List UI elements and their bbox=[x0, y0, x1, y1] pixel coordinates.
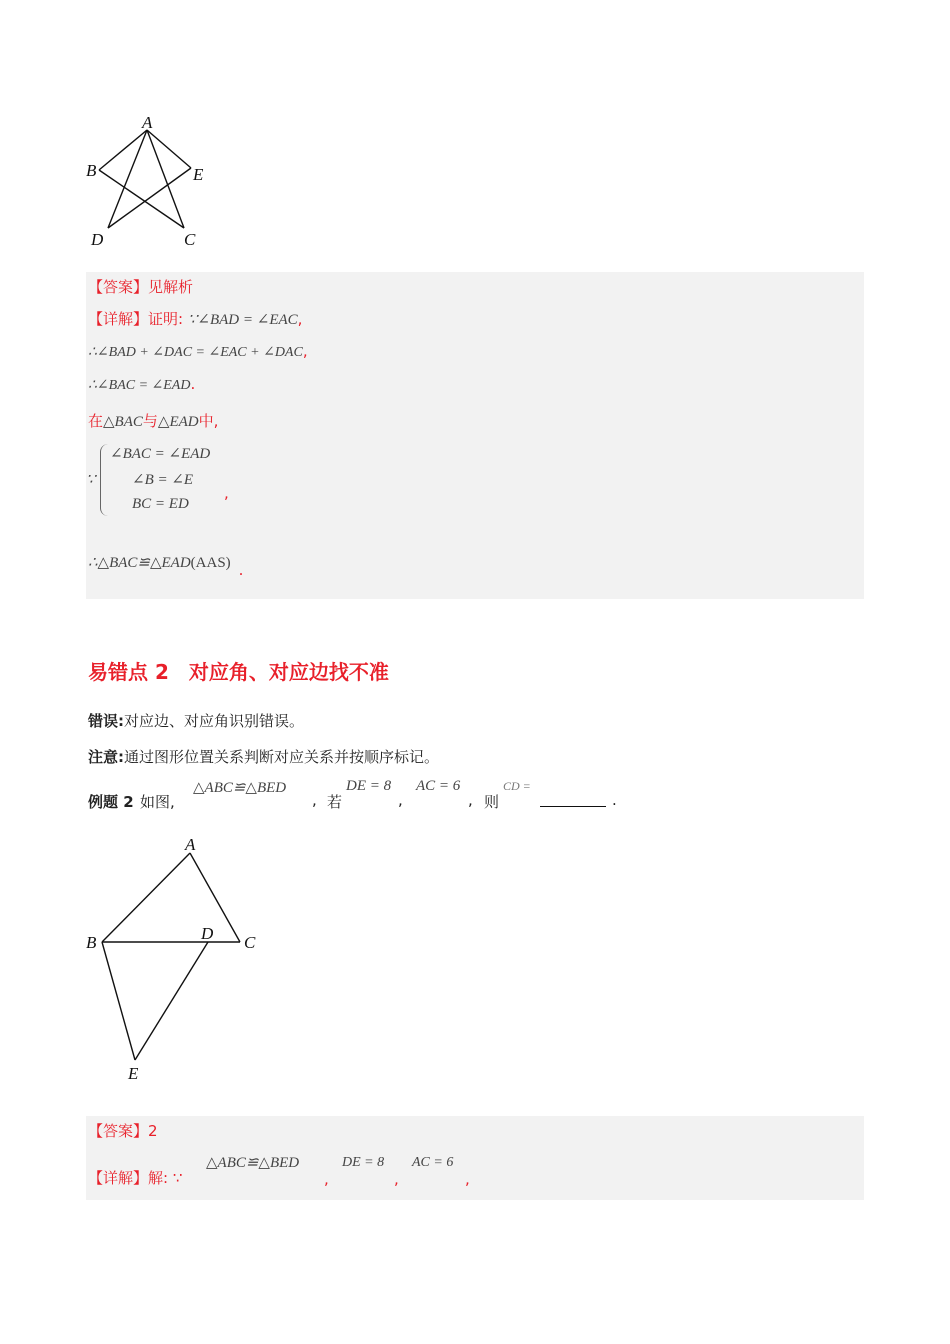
section-heading: 易错点 2 对应角、对应边找不准 bbox=[88, 660, 389, 684]
segment-ab bbox=[102, 853, 190, 942]
conclusion-punct: . bbox=[238, 561, 244, 579]
error-label: 错误: bbox=[88, 712, 124, 730]
example-label: 例题 2 bbox=[88, 793, 134, 811]
note-line bbox=[88, 746, 439, 767]
proof-step-4-mid: 与 bbox=[142, 412, 158, 430]
answer2-because: ∵ bbox=[172, 1169, 183, 1187]
example-sep-3: , bbox=[468, 791, 473, 809]
point-label-e: E bbox=[128, 1064, 139, 1083]
point-label-b: B bbox=[86, 933, 97, 952]
detail-line-4 bbox=[88, 410, 218, 431]
conclusion-formula: ∴△BAC≌△EAD bbox=[88, 555, 191, 571]
answer2-cond-congruent: △ABC≌△BED bbox=[206, 1155, 300, 1171]
answer2-detail-tag: 【详解】 bbox=[88, 1169, 149, 1187]
point-label-c: C bbox=[244, 933, 256, 952]
answer-box-2 bbox=[86, 1116, 864, 1200]
note-label: 注意: bbox=[88, 748, 124, 766]
because-symbol: ∵ bbox=[86, 472, 96, 488]
detail-tag: 【详解】 bbox=[88, 310, 149, 328]
proof-step-3: ∴∠BAC = ∠EAD bbox=[88, 378, 191, 393]
answer2-detail-lead: 解: bbox=[148, 1169, 169, 1187]
conclusion-tag: (AAS) bbox=[190, 555, 231, 571]
example-ruo: 若 bbox=[327, 793, 343, 811]
condition-3: BC = ED bbox=[132, 496, 189, 512]
detail-lead: 证明: bbox=[148, 310, 184, 328]
example-ze: 则 bbox=[484, 793, 500, 811]
condition-2: ∠B = ∠E bbox=[132, 472, 194, 488]
answer2-line bbox=[88, 1120, 158, 1141]
answer2-punct-1: , bbox=[324, 1170, 329, 1188]
answer-tag: 【答案】 bbox=[88, 278, 149, 296]
error-line bbox=[88, 710, 304, 731]
triangle-bac: △BAC bbox=[103, 414, 143, 430]
example-cond-de: DE = 8 bbox=[346, 778, 392, 794]
answer2-tag: 【答案】 bbox=[88, 1122, 149, 1140]
figure-1-diagram bbox=[80, 110, 220, 255]
answer-line bbox=[88, 276, 193, 297]
proof-step-4-post: 中, bbox=[198, 412, 219, 430]
example-sep-1: , bbox=[312, 791, 317, 809]
answer-text: 见解析 bbox=[148, 278, 194, 296]
example-pre: 如图, bbox=[140, 793, 175, 811]
answer2-text: 2 bbox=[148, 1122, 158, 1140]
answer2-punct-2: , bbox=[394, 1170, 399, 1188]
segment-ac bbox=[190, 853, 240, 942]
segment-be bbox=[102, 942, 135, 1060]
point-label-a: A bbox=[142, 113, 153, 132]
detail-line-3 bbox=[88, 375, 195, 394]
figure-2-diagram bbox=[80, 830, 270, 1090]
point-label-a: A bbox=[185, 835, 196, 854]
example-end: . bbox=[612, 791, 617, 809]
proof-step-2-punct: , bbox=[302, 342, 308, 360]
detail-line-1 bbox=[88, 308, 302, 329]
error-text: 对应边、对应角识别错误。 bbox=[124, 712, 305, 730]
answer2-cond-de: DE = 8 bbox=[342, 1155, 385, 1170]
proof-step-2: ∴∠BAD + ∠DAC = ∠EAC + ∠DAC bbox=[88, 345, 303, 360]
example-sep-2: , bbox=[398, 791, 403, 809]
point-label-d: D bbox=[201, 924, 214, 943]
segment-ab bbox=[99, 130, 147, 170]
note-text: 通过图形位置关系判断对应关系并按顺序标记。 bbox=[124, 748, 440, 766]
answer2-detail bbox=[88, 1167, 182, 1188]
point-label-e: E bbox=[193, 165, 204, 184]
point-label-d: D bbox=[91, 230, 104, 249]
proof-step-1-punct: , bbox=[297, 310, 303, 328]
segment-ac bbox=[147, 130, 184, 228]
condition-punct: , bbox=[224, 484, 229, 502]
proof-step-3-punct: . bbox=[190, 375, 196, 393]
proof-step-1: ∵∠BAD = ∠EAC bbox=[187, 312, 298, 328]
condition-1: ∠BAC = ∠EAD bbox=[110, 446, 211, 462]
conclusion-line bbox=[88, 553, 244, 579]
example-cond-cd: CD = bbox=[503, 779, 531, 793]
answer2-cond-ac: AC = 6 bbox=[412, 1155, 454, 1170]
proof-step-4-pre: 在 bbox=[88, 412, 104, 430]
point-label-c: C bbox=[184, 230, 196, 249]
triangle-ead: △EAD bbox=[157, 414, 199, 430]
point-label-b: B bbox=[86, 161, 97, 180]
segment-de bbox=[135, 942, 208, 1060]
detail-line-2 bbox=[88, 342, 308, 361]
example-cond-congruent: △ABC≌△BED bbox=[193, 780, 287, 796]
example-cond-ac: AC = 6 bbox=[416, 778, 461, 794]
answer2-punct-3: , bbox=[465, 1170, 470, 1188]
answer-blank bbox=[540, 792, 606, 811]
